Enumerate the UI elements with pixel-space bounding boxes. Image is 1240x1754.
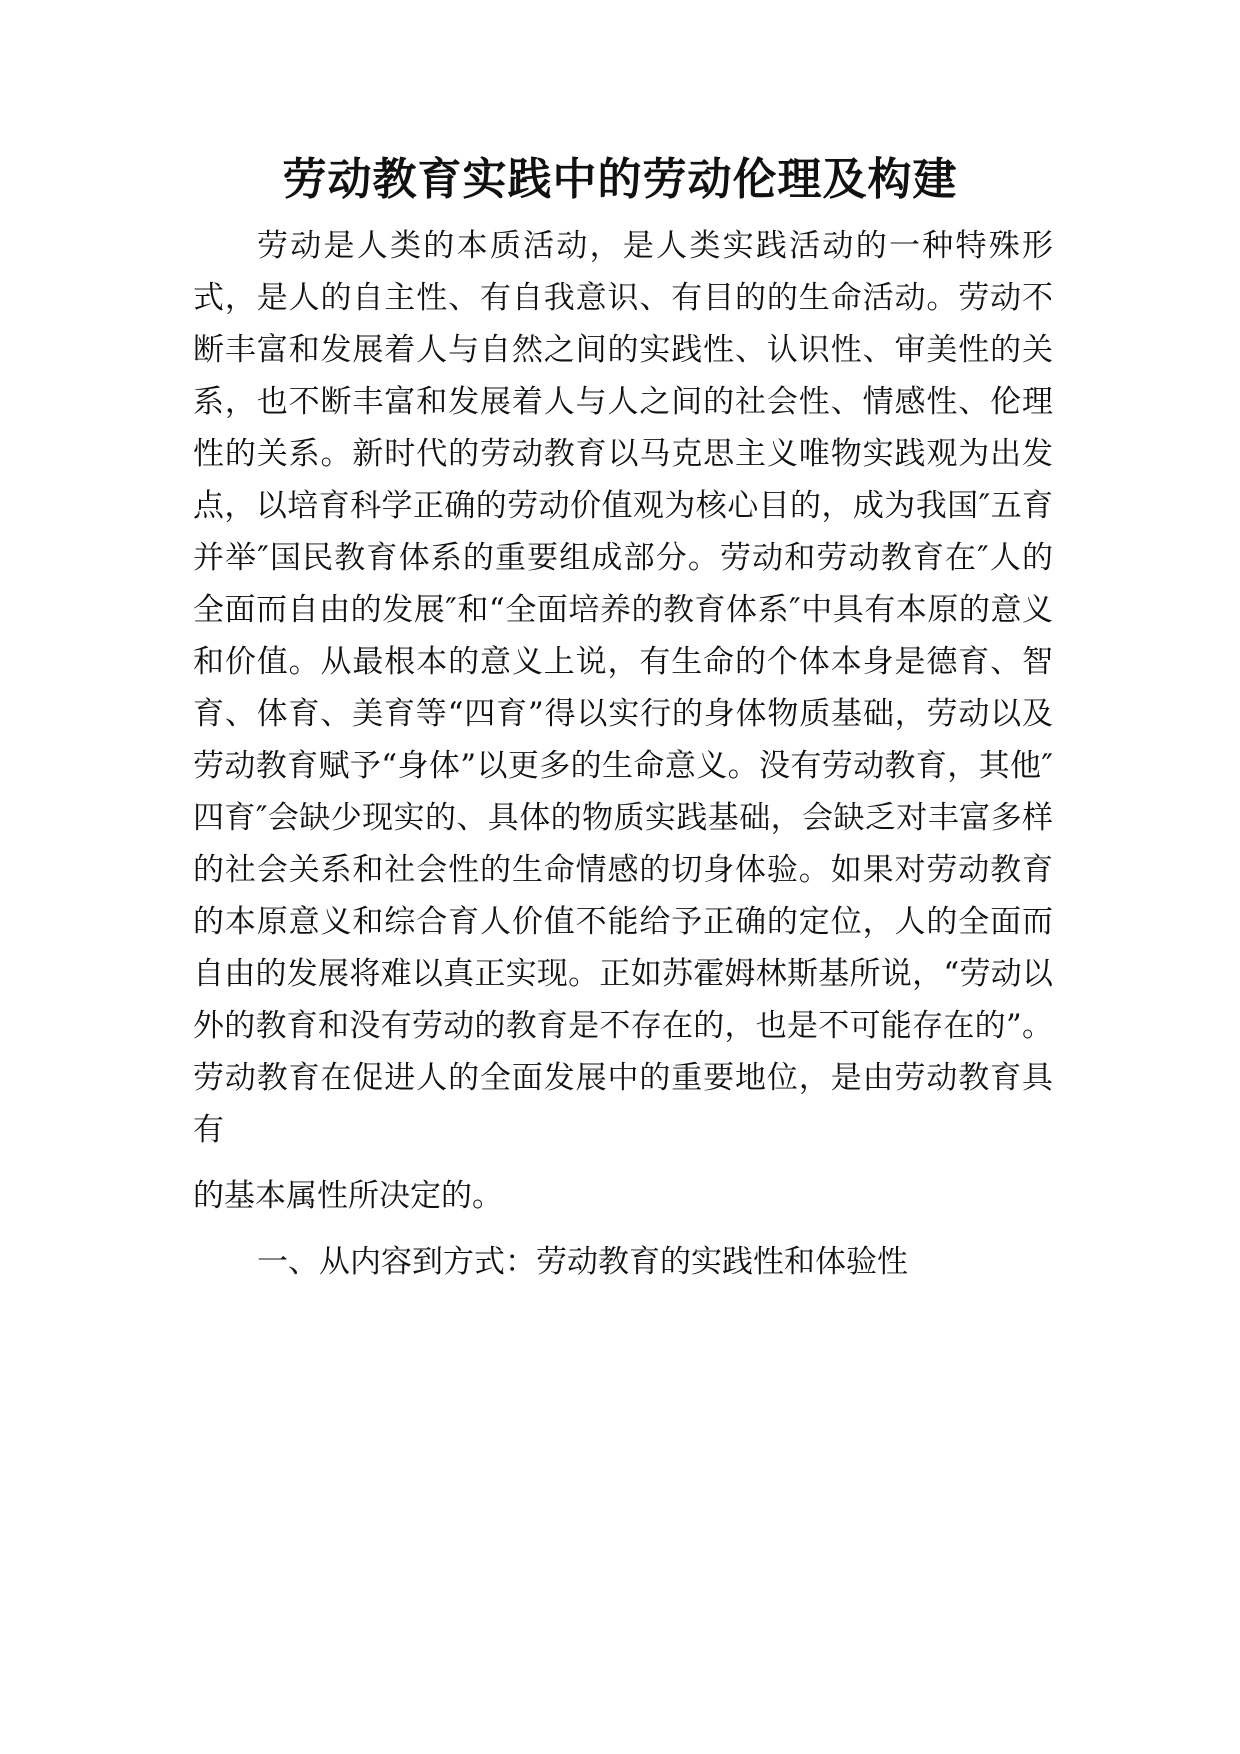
section-heading-1: 一、从内容到方式：劳动教育的实践性和体验性 bbox=[257, 1244, 908, 1280]
document-title: 劳动教育实践中的劳动伦理及构建 bbox=[282, 154, 958, 205]
paragraph-intro: 劳动是人类的本质活动，是人类实践活动的一种特殊形式，是人的自主性、有自我意识、有目的的生命活动。劳动不断丰富和发展着人与自然之间的实践性、认识性、审美性的关系，也不断丰富和发展着人与人之间的社会性、情感性、伦理性的关系。新时代的劳动教育以马克思主义唯物实践观为出发点，以培育科学正确的劳动价值观为核心目的，成为我国″五育并举″国民教育体系的重要组成部分。劳动和劳动教育在″人的全面而自由的发展″和“全面培养的教育体系″中具有本原的意义和价值。从最根本的意义上说，有生命的个体本身是德育、智育、体育、美育等“四育”得以实行的身体物质基础，劳动以及劳动教育赋予“身体”以更多的生命意义。没有劳动教育，其他″四育″会缺少现实的、具体的物质实践基础，会缺乏对丰富多样的社会关系和社会性的生命情感的切身体验。如果对劳动教育的本原意义和综合育人价值不能给予正确的定位，人的全面而自由的发展将难以真正实现。正如苏霍姆林斯基所说，“劳动以外的教育和没有劳动的教育是不存在的，也是不可能存在的”。劳动教育在促进人的全面发展中的重要地位，是由劳动教育具有 bbox=[193, 228, 1053, 1148]
document-body bbox=[193, 220, 1053, 1288]
paragraph-intro-tail: 的基本属性所决定的。 bbox=[193, 1178, 503, 1214]
